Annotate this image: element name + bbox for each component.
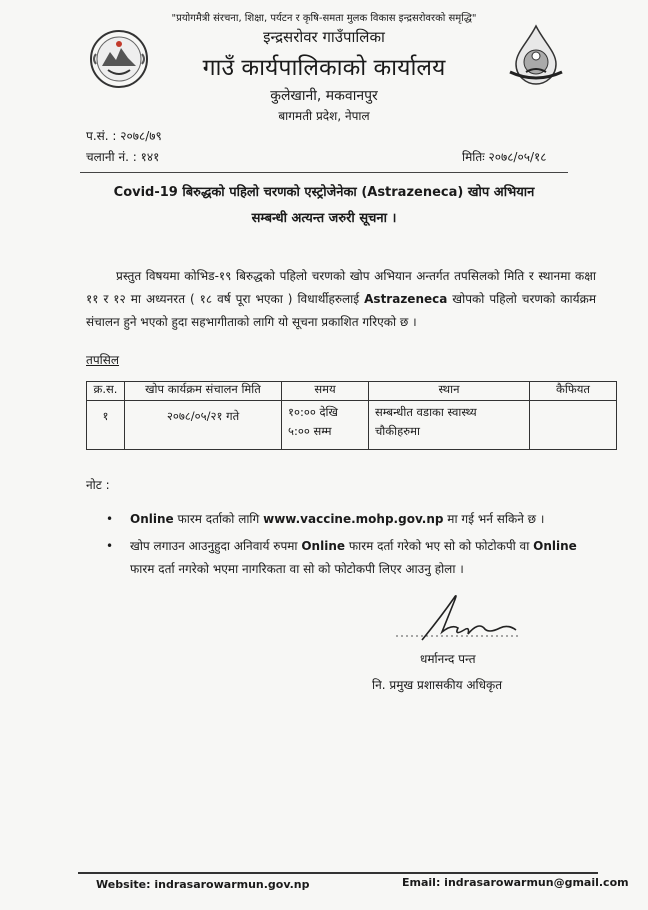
footer-divider (78, 872, 598, 874)
notice-body: प्रस्तुत विषयमा कोभिड-१९ बिरुद्धको पहिलो चरणको खोप अभियान अन्तर्गत तपसिलको मिति र स्थानमा कक्षा ११ र १२ मा अध्यनरत ( १८ वर्ष पूरा भएका ) विधार्थीहरुलाई Astrazeneca खोपको पहिलो चरणको कार्यक्रम संचालन हुने भएको हुदा सहभागीताको लागि यो सूचना प्रकाशित गरिएको छ । (86, 269, 596, 329)
table-header-time: समय (282, 382, 369, 401)
footer-website: Website: indrasarowarmun.gov.np (96, 878, 310, 891)
table-header-sn: क्र.स. (87, 382, 125, 401)
slogan: "प्रयोगमैत्री संरचना, शिक्षा, पर्यटन र कृषि-समता मुलक विकास इन्द्रसरोवरको समृद्धि" (171, 13, 477, 24)
row-sn: १ (87, 401, 125, 450)
list-item: • Online फारम दर्ताको लागि www.vaccine.mohp.gov.np मा गई भर्न सकिने छ । (106, 508, 586, 531)
table-row (87, 401, 617, 450)
bullet-icon: • (106, 539, 114, 553)
list-item: • खोप लगाउन आउनुहुदा अनिवार्य रुपमा Online फारम दर्ता गरेको भए सो को फोटोकपी वा Online फारम दर्ता नगरेको भएमा नागरिकता वा सो को फोटोकपी लिएर आउनु होला । (106, 535, 586, 581)
row-place: सम्बन्धीत वडाका स्वास्थ्य चौकीहरुमा (369, 401, 530, 450)
table-header-date: खोप कार्यक्रम संचालन मिति (125, 382, 282, 401)
signature-mark (392, 588, 522, 646)
row-time: १०:०० देखि ५:०० सम्म (282, 401, 369, 450)
vaccine-name: Astrazeneca (364, 292, 448, 306)
municipality-name: इन्द्रसरोवर गाउँपालिका (263, 28, 385, 46)
header-divider (80, 172, 568, 173)
table-header-remarks: कैफियत (530, 382, 617, 401)
notice-date: मितिः २०७८/०५/१८ (462, 150, 547, 164)
row-remarks (530, 401, 617, 450)
signatory-name: धर्मानन्द पन्त (420, 652, 476, 666)
notice-subject: Covid-19 बिरुद्धको पहिलो चरणको एस्ट्रोजेनेका (Astrazeneca) खोप अभियान सम्बन्धी अत्यन्त जरुरी सूचना । (113, 185, 535, 226)
office-location: कुलेखानी, मकवानपुर (270, 88, 378, 104)
province-country: बागमती प्रदेश, नेपाल (278, 109, 370, 123)
signatory-designation: नि. प्रमुख प्रशासकीय अधिकृत (372, 678, 503, 692)
office-name: गाउँ कार्यपालिकाको कार्यालय (202, 55, 446, 81)
note-heading: नोट : (86, 478, 110, 492)
table-header-row (87, 382, 617, 401)
notes-list (106, 508, 586, 585)
footer-email: Email: indrasarowarmun@gmail.com (402, 876, 629, 889)
details-heading: तपसिल (86, 353, 120, 367)
bullet-icon: • (106, 512, 114, 526)
dispatch-number: चलानी नं. : १४१ (86, 150, 160, 164)
schedule-table (86, 381, 617, 450)
row-date: २०७८/०५/२१ गते (125, 401, 282, 450)
table-header-place: स्थान (369, 382, 530, 401)
vaccine-website-link: www.vaccine.mohp.gov.np (263, 512, 444, 526)
reference-number: प.सं. : २०७८/७९ (86, 129, 162, 143)
